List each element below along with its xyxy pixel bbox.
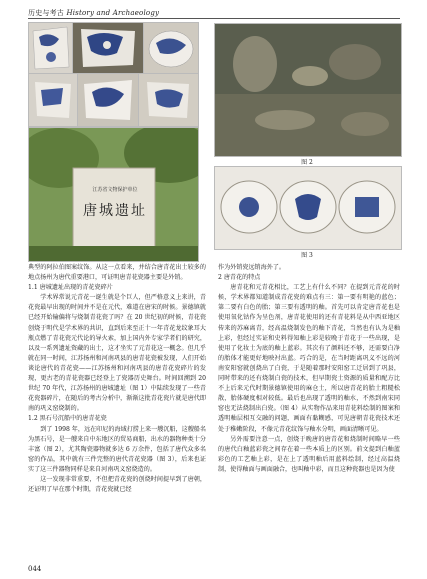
stele-photo bbox=[28, 127, 199, 262]
paragraph: 唐青花和元青花相比，工艺上有什么不同？在提到元青花的时候，学术界都知道制成青花瓷的难点有三：第一要有明艳的蓝色；第二要有白色的胎；第三要有透明的釉。首先可以肯定唐青花也是使用氧化钴作为呈色剂，唐青花使用的还有青花料是从中西亚地区传来的苏麻离青，经高温烧制发色的釉下青花，当然也有认为是釉上彩，但经过实证和史料得知釉上彩是较晚于青花于一些出现，是使用了化妆土为底的釉上蓝彩。其次有了颜料还不够，还需要白净的胎体才能更好地映衬出蓝。巧合的是，在当时距离巩义不远的河南安阳窑就创烧出了白瓷，于是随着那时安阳窑工迁居到了巩县，同时带来的还有烧制白瓷的技术，但早期瓷土资源的质量和配方比不上后来元代时期景德镇使用的麻仓土，所以唐青花的胎土粗糙松散，胎体硬度相对较低。最后也出现了透明的釉水，不然到南宋同窑也无法烧制出白瓷。（图 4）从实物作品来用青花料绘制的图案和透明釉层相互交融的问题，画面有黏糊感，可见唐朝青花瓷技术还处于稚嫩阶段，不像元青花纹饰与釉水分明，画面清晰可见。 bbox=[218, 284, 400, 433]
sherd-photo-6 bbox=[138, 73, 199, 127]
paragraph: 学术界常说元青花一诞生就是个巨人，但严格意义上来讲，青花瓷最早出现的时间并不是在元代，难道在唐宋的时候。景德镇就已经开始输偏将与烧制青花瓷了吗？在 20 世纪初的时候，青花瓷创烧于明代是学术界的共识，直到后来至正十一年青花龙纹象耳大瓶点燃了青花瓷元代论的导火索，加上国内外专家学者们的研究，以及一系列遗址资藏的出土，这才坐实了元青花这一概念。但几乎就在同一时间，江苏扬州和河南巩县的唐青花瓷被发现，人们开始谈论唐代的青花瓷——江苏扬州和河南巩县的唐青花瓷碎片的发现，更古老的青花瓷器已经登上了瓷器历史舞台。时间回溯到 20 世纪 70 年代，江苏扬州的唐城遗址（图 1）中陆续发现了一些青花瓷器碎片，在随后的考古分析中，渐渐这批青花瓷片就是唐代即南的巩义窑烧制的。 bbox=[28, 294, 206, 413]
sherd-photo-5 bbox=[77, 73, 139, 127]
sherd-photo-2 bbox=[72, 22, 144, 74]
sherd-illustration bbox=[78, 74, 138, 126]
header-title: 历史与考古 bbox=[28, 9, 67, 17]
sherd-illustration bbox=[144, 23, 198, 73]
sherd-illustration bbox=[29, 23, 72, 73]
paragraph: 典型的阿拉伯图案纹饰。从这一点看来，并结合唐青花出土较多的地点扬州为唐代重要港口，可证明唐青花瓷器主要是外销。 bbox=[28, 264, 206, 282]
right-text-column bbox=[218, 263, 400, 475]
paragraph: 作为外销瓷远销海外了。 bbox=[218, 264, 286, 271]
section-heading: 1.2 黑石号沉船中的唐青花瓷 bbox=[28, 415, 107, 423]
section-heading: 1.1 唐城遗址出现的青花瓷碎片 bbox=[28, 284, 113, 292]
sherd-illustration bbox=[139, 74, 198, 126]
sherd-photo-3 bbox=[143, 22, 199, 74]
stele-illustration bbox=[29, 128, 198, 261]
running-header bbox=[28, 8, 159, 18]
sherd-illustration bbox=[29, 74, 77, 126]
header-title-en: History and Archaeology bbox=[66, 9, 160, 17]
plates-photo bbox=[214, 166, 402, 250]
page-number: 044 bbox=[28, 565, 42, 573]
figure-2-caption: 图 2 bbox=[301, 159, 313, 166]
shipwreck-photo bbox=[214, 23, 402, 157]
shipwreck-illustration bbox=[215, 24, 401, 156]
stele-line1: 江苏省文物保护单位 bbox=[92, 187, 138, 193]
plates-illustration bbox=[215, 167, 401, 249]
stele-main-text: 唐城遗址 bbox=[83, 203, 147, 219]
figure-3-caption: 图 3 bbox=[301, 252, 313, 259]
paragraph: 另外需要注意一点，创烧于晚唐的唐青花和烧制时间略早一些的唐代白釉蓝彩瓷之间存在着一些本质上的区别。前文提到白釉蓝彩色的工艺釉上彩，是在上了透明釉后用蓝料绘制，经过高温烧制，使得釉面与画面融合，也叫釉中彩，而且这种瓷器也是因为使 bbox=[218, 435, 400, 473]
paragraph: 到了 1998 年，远在印尼的海域打捞上来一艘沉船，这艘船名为黑石号，是一艘来自中东地区的贸易商船，出水的器物种类十分丰富（图 2），尤其陶瓷器物就多达 6 万余件，包括了唐代众多名窑的作品，其中就有三件完整的唐代青花瓷器（图 3），后来也证实了这三件器物同样是来自河南巩义窑烧造的。 bbox=[28, 425, 206, 473]
sherd-photo-1 bbox=[28, 22, 73, 74]
sherd-illustration bbox=[73, 23, 143, 73]
paragraph: 这一发现非常重要，不但把青花瓷的创烧时间提早到了唐朝，还证明了早在那个时期，青花瓷就已经 bbox=[28, 475, 206, 494]
header-rule bbox=[28, 18, 400, 19]
left-text-column bbox=[28, 263, 206, 495]
section-heading: 2 唐青花的特点 bbox=[218, 274, 261, 282]
sherd-photo-4 bbox=[28, 73, 78, 127]
